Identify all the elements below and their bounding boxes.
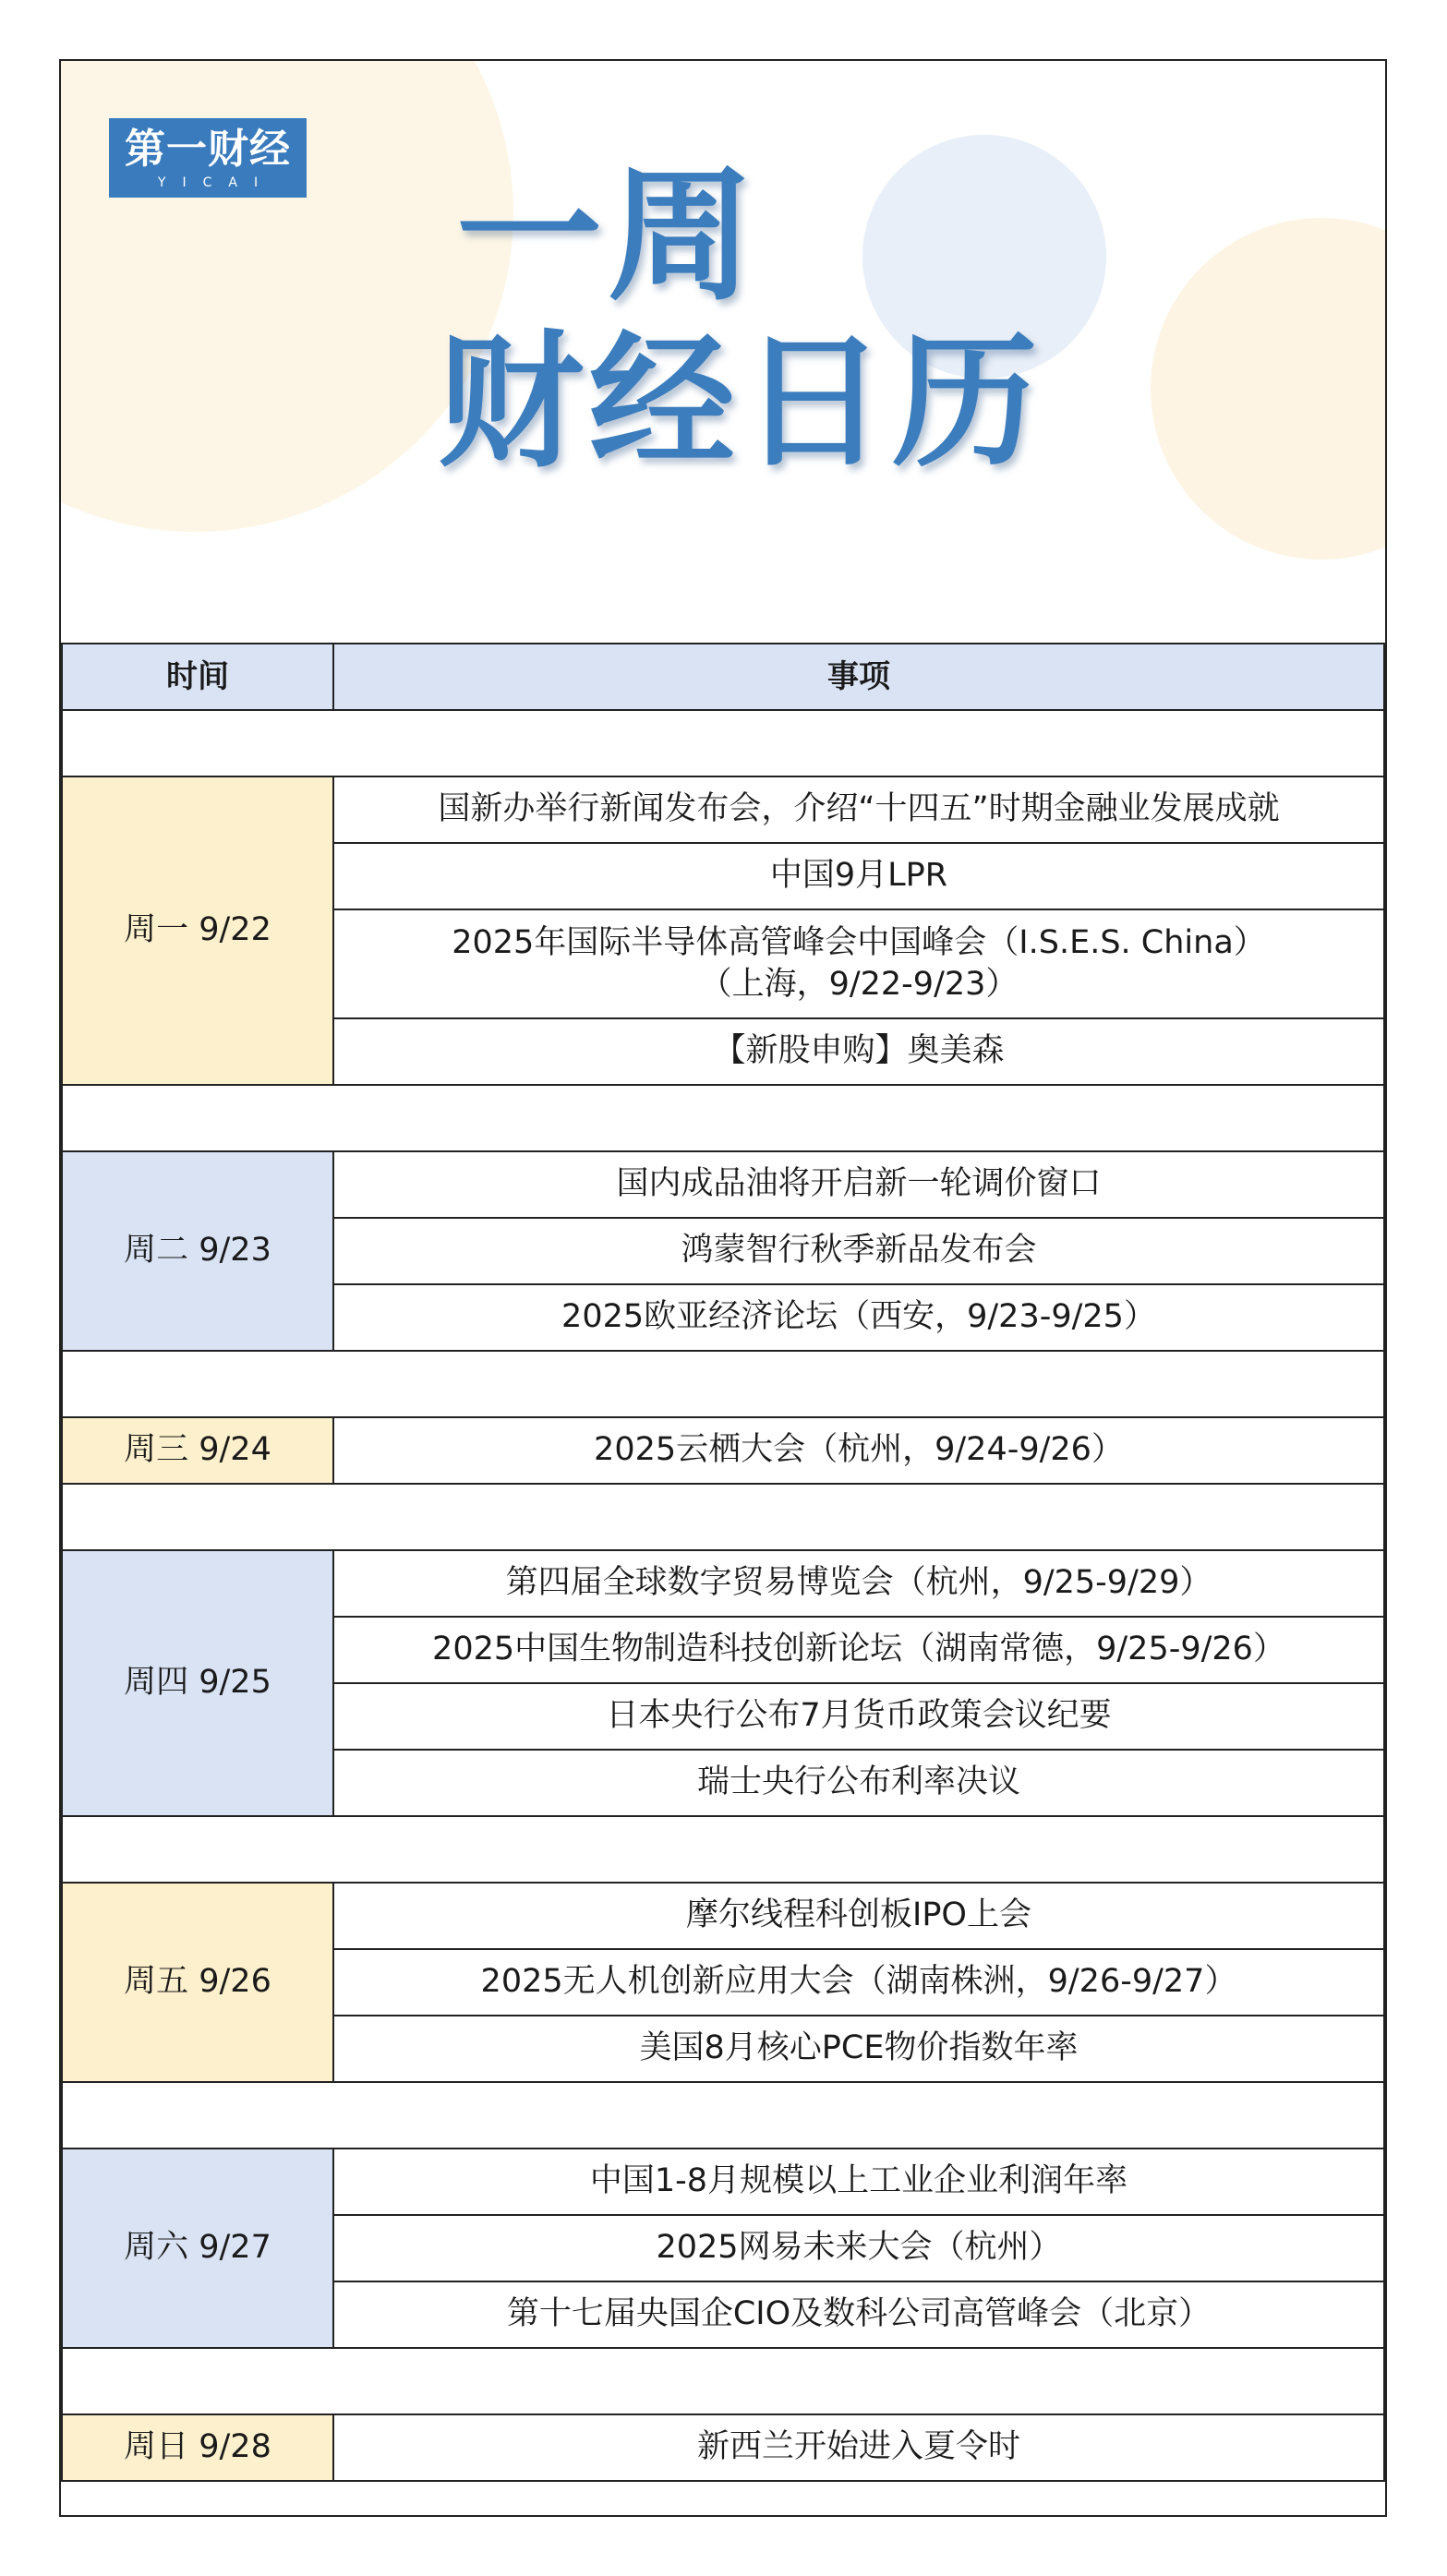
decor-circle (1151, 218, 1385, 560)
table-row (62, 1550, 1384, 1617)
title-line-2: 财经日历 (438, 318, 1043, 488)
calendar-table (61, 643, 1385, 2482)
event-cell: 新西兰开始进入夏令时 (333, 2414, 1384, 2481)
header-event: 事项 (333, 644, 1384, 710)
table-row (62, 1417, 1384, 1484)
spacer-row (62, 2082, 1384, 2149)
table-row (62, 1883, 1384, 1949)
day-cell: 周二 9/23 (62, 1151, 333, 1351)
day-cell: 周一 9/22 (62, 776, 333, 1085)
event-cell: 2025网易未来大会（杭州） (333, 2215, 1384, 2281)
calendar-frame (59, 59, 1387, 2517)
event-cell: 第四届全球数字贸易博览会（杭州，9/25-9/29） (333, 1550, 1384, 1617)
table-row (62, 776, 1384, 843)
event-cell: 2025无人机创新应用大会（湖南株洲，9/26-9/27） (333, 1949, 1384, 2016)
event-cell: 【新股申购】奥美森 (333, 1018, 1384, 1085)
logo-sub-text: YICAI (157, 175, 275, 190)
table-row (62, 1151, 1384, 1218)
spacer-row (62, 1351, 1384, 1417)
event-cell: 中国1-8月规模以上工业企业利润年率 (333, 2149, 1384, 2215)
event-cell: 国新办举行新闻发布会，介绍“十四五”时期金融业发展成就 (333, 776, 1384, 843)
day-cell: 周四 9/25 (62, 1550, 333, 1816)
event-cell: 美国8月核心PCE物价指数年率 (333, 2016, 1384, 2082)
day-cell: 周五 9/26 (62, 1883, 333, 2082)
event-cell: 2025年国际半导体高管峰会中国峰会（I.S.E.S. China） （上海，9/22-9/23） (333, 909, 1384, 1018)
yicai-logo (109, 118, 307, 198)
spacer-row (62, 1816, 1384, 1883)
logo-main-text: 第一财经 (125, 126, 291, 173)
day-cell: 周六 9/27 (62, 2149, 333, 2348)
event-cell: 2025欧亚经济论坛（西安，9/23-9/25） (333, 1284, 1384, 1351)
spacer-row (62, 710, 1384, 776)
event-cell: 中国9月LPR (333, 843, 1384, 909)
day-cell: 周日 9/28 (62, 2414, 333, 2481)
event-cell: 第十七届央国企CIO及数科公司高管峰会（北京） (333, 2281, 1384, 2348)
event-cell: 国内成品油将开启新一轮调价窗口 (333, 1151, 1384, 1218)
title-line-1: 一周 (456, 151, 759, 321)
event-cell: 2025云栖大会（杭州，9/24-9/26） (333, 1417, 1384, 1484)
event-cell: 2025中国生物制造科技创新论坛（湖南常德，9/25-9/26） (333, 1617, 1384, 1683)
table-row (62, 2149, 1384, 2215)
event-cell: 日本央行公布7月货币政策会议纪要 (333, 1683, 1384, 1750)
table-header-row (62, 644, 1384, 710)
spacer-row (62, 1085, 1384, 1151)
event-cell: 摩尔线程科创板IPO上会 (333, 1883, 1384, 1949)
event-cell: 瑞士央行公布利率决议 (333, 1750, 1384, 1816)
header-banner (61, 61, 1385, 643)
spacer-row (62, 1484, 1384, 1550)
table-row (62, 2414, 1384, 2481)
header-time: 时间 (62, 644, 333, 710)
spacer-row (62, 2348, 1384, 2414)
day-cell: 周三 9/24 (62, 1417, 333, 1484)
event-cell: 鸿蒙智行秋季新品发布会 (333, 1218, 1384, 1284)
